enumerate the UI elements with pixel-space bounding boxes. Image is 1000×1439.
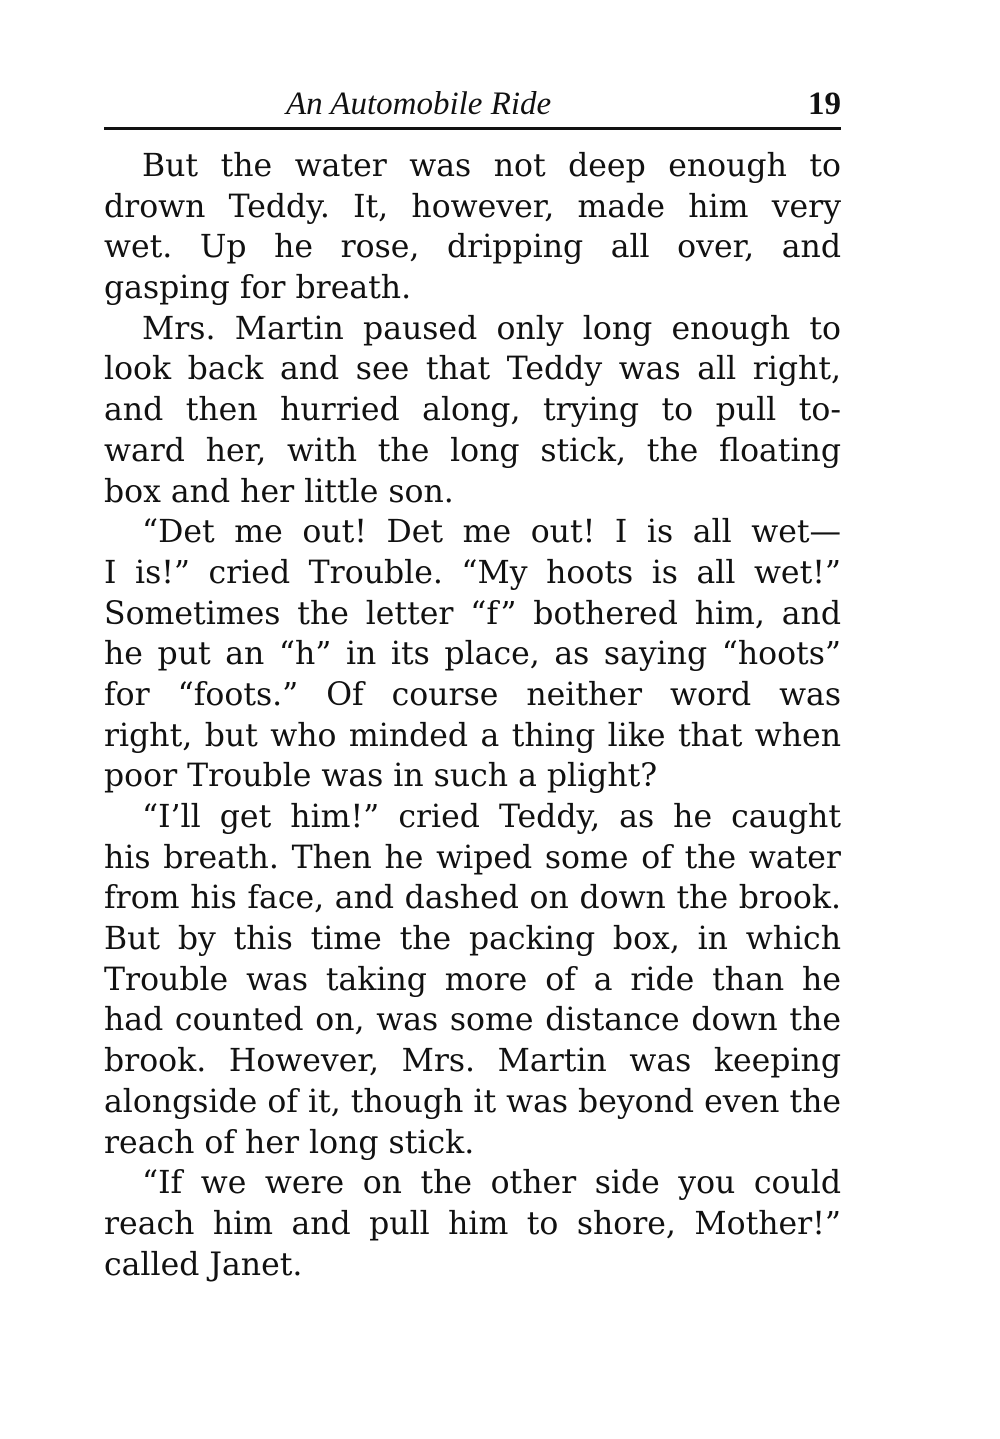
text-line: But by this time the packing box, in which [104, 921, 841, 958]
text-line: alongside of it, though it was beyond even the [104, 1083, 842, 1120]
text-line: reach him and pull him to shore, Mother!” [104, 1205, 841, 1242]
page-header [104, 84, 841, 124]
text-line: gasping for breath. [104, 270, 412, 307]
body-text [104, 146, 841, 1285]
text-line: poor Trouble was in such a plight? [104, 758, 658, 795]
text-line: I is!” cried Trouble. “My hoots is all wet!” [104, 554, 841, 591]
text-line: ward her, with the long stick, the floating [104, 432, 841, 469]
text-line: box and her little son. [104, 473, 454, 510]
header-rule [104, 127, 841, 130]
text-line: look back and see that Teddy was all right, [104, 351, 841, 388]
text-line: “I’ll get him!” cried Teddy, as he caught [142, 799, 841, 835]
text-line: Mrs. Martin paused only long enough to [142, 310, 841, 347]
text-line: for “foots.” Of course neither word was [104, 676, 841, 713]
page-number: 19 [808, 86, 841, 122]
text-line: brook. However, Mrs. Martin was keeping [104, 1043, 841, 1080]
text-line: his breath. Then he wiped some of the water [104, 839, 841, 876]
text-line: he put an “h” in its place, as saying “hoots” [104, 636, 841, 673]
text-line: Sometimes the letter “f” bothered him, and [104, 595, 841, 632]
text-line: called Janet. [104, 1246, 303, 1283]
text-line: reach of her long stick. [104, 1124, 475, 1161]
text-line: right, but who minded a thing like that when [104, 717, 841, 754]
running-title: An Automobile Ride [286, 86, 552, 122]
text-line: But the water was not deep enough to [142, 148, 841, 184]
text-line: wet. Up he rose, dripping all over, and [104, 229, 841, 266]
text-line: from his face, and dashed on down the brook. [104, 880, 841, 917]
text-line: Trouble was taking more of a ride than he [104, 961, 841, 998]
text-line: “If we were on the other side you could [142, 1165, 841, 1202]
text-line: “Det me out! Det me out! I is all wet— [142, 514, 841, 551]
text-line: drown Teddy. It, however, made him very [104, 188, 841, 225]
text-line: had counted on, was some distance down the [104, 1002, 841, 1039]
text-line: and then hurried along, trying to pull to- [104, 392, 841, 429]
